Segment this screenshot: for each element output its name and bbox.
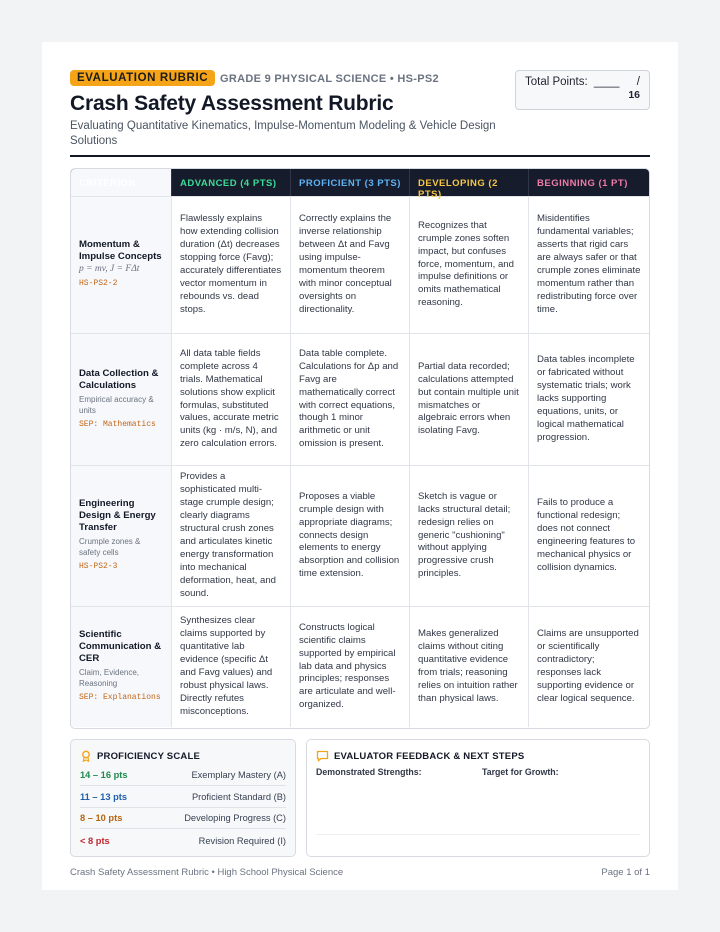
growth-label: Target for Growth: [482, 767, 559, 777]
strengths-label: Demonstrated Strengths: [316, 767, 422, 777]
developing-cell: Makes generalized claims without citing quantitative evidence from trials; reasoning relies on intuition rather than physical laws. [410, 607, 529, 727]
total-points-box[interactable] [515, 70, 650, 110]
advanced-cell: Synthesizes clear claims supported by quantitative lab evidence (specific Δt and Favg values) and robust physical laws. Directly refutes misconceptions. [172, 607, 291, 727]
column-header-developing: DEVELOPING (2 PTS) [410, 169, 529, 196]
award-icon [80, 750, 92, 762]
criterion-standard: SEP: Mathematics [79, 419, 156, 429]
strengths-field[interactable] [316, 780, 471, 832]
criterion-formula: p = mv, J = FΔt [79, 264, 140, 275]
scale-row [80, 765, 286, 786]
scale-row [80, 808, 286, 829]
proficiency-scale-heading: PROFICIENCY SCALE [80, 750, 200, 762]
message-icon [316, 750, 329, 762]
page-title: Crash Safety Assessment Rubric [70, 92, 394, 115]
table-row [71, 606, 649, 727]
header-divider [70, 155, 650, 157]
criterion-cell: Data Collection & Calculations Empirical accuracy & units SEP: Mathematics [71, 334, 172, 465]
developing-cell: Sketch is vague or lacks structural detail; redesign relies on generic "cushioning" without applying progressive crush principles. [410, 466, 529, 606]
beginning-cell: Data tables incomplete or fabricated without systematic trials; work lacks supporting equations, units, or logical mathematical progression. [537, 354, 635, 443]
proficient-cell: Constructs logical scientific claims supported by empirical lab data and physics principles; responses are articulate and well-organized. [291, 607, 410, 727]
scale-label: Proficient Standard (B) [191, 792, 286, 802]
evaluation-badge: EVALUATION RUBRIC [70, 70, 215, 86]
criterion-standard: HS-PS2-2 [79, 279, 118, 289]
page-number: Page 1 of 1 [601, 867, 650, 878]
footer-title: Crash Safety Assessment Rubric • High School Physical Science [70, 867, 344, 878]
proficient-cell: Correctly explains the inverse relationship between Δt and Favg using impulse-momentum theorem with minor conceptual oversights on directionality. [291, 197, 410, 333]
scale-range: 11 – 13 pts [80, 792, 128, 802]
advanced-cell: Provides a sophisticated multi-stage crumple design; clearly diagrams structural crush zones and articulates kinetic energy transformation into mechanical deformation, heat, and sound. [172, 466, 291, 606]
criterion-subtitle: Empirical accuracy & units [79, 394, 154, 415]
criterion-cell: Momentum & Impulse Concepts p = mv, J = FΔt HS-PS2-2 [71, 197, 172, 333]
scale-range: 14 – 16 pts [80, 770, 128, 780]
total-points-label: Total Points: ____ / [525, 76, 640, 88]
scale-label: Developing Progress (C) [184, 813, 286, 823]
scale-row [80, 830, 286, 851]
scale-range: < 8 pts [80, 835, 110, 846]
table-row [71, 465, 649, 606]
developing-cell: Recognizes that crumple zones soften impact, but confuses force, momentum, and impulse definitions or omits mathematical reasoning. [410, 197, 529, 333]
scale-range: 8 – 10 pts [80, 813, 123, 823]
criterion-subtitle: Claim, Evidence, Reasoning [79, 668, 140, 689]
table-row [71, 333, 649, 465]
page-subtitle: Evaluating Quantitative Kinematics, Impulse-Momentum Modeling & Vehicle Design Solutions [70, 120, 496, 147]
criterion-standard: SEP: Explanations [79, 693, 161, 703]
feedback-heading: EVALUATOR FEEDBACK & NEXT STEPS [316, 750, 524, 762]
total-points-blank[interactable]: ____ [593, 76, 620, 88]
criterion-cell: Scientific Communication & CER Claim, Evidence, Reasoning SEP: Explanations [71, 607, 172, 727]
beginning-cell: Claims are unsupported or scientifically contradictory; responses lack supporting evidence or clear logical sequence. [537, 628, 639, 704]
scale-row [80, 787, 286, 808]
evaluator-feedback-panel [306, 739, 650, 857]
beginning-cell: Fails to produce a functional redesign; does not connect engineering features to mechanical physics or collision dynamics. [537, 497, 636, 573]
criterion-subtitle: Crumple zones & safety cells [79, 537, 141, 558]
feedback-divider [316, 834, 640, 835]
criterion-standard: HS-PS2-3 [79, 562, 118, 572]
advanced-cell: Flawlessly explains how extending collision duration (Δt) decreases stopping force (Favg); accurately differentiates vector momentum in rebounds vs. dead stops. [172, 197, 291, 333]
subject-label: GRADE 9 PHYSICAL SCIENCE • HS-PS2 [220, 73, 439, 85]
total-points-max: 16 [628, 89, 640, 101]
rubric-page [42, 42, 678, 890]
beginning-cell: Misidentifies fundamental variables; asserts that rigid cars are always safer or that crumple zones eliminate momentum rather than redistributing force over time. [537, 213, 641, 315]
column-header-beginning: BEGINNING (1 PT) [537, 178, 628, 189]
proficient-cell: Proposes a viable crumple design with appropriate diagrams; connects design elements to energy absorption and collision time extension. [291, 466, 410, 606]
proficiency-scale-panel [70, 739, 296, 857]
scale-label: Revision Required (I) [198, 835, 286, 846]
developing-cell: Partial data recorded; calculations attempted but contain multiple unit mismatches or algebraic errors when isolating Favg. [410, 334, 529, 465]
growth-field[interactable] [482, 780, 640, 832]
column-header-advanced: ADVANCED (4 PTS) [172, 169, 291, 196]
advanced-cell: All data table fields complete across 4 trials. Mathematical solutions show explicit formulas, substituted values, accurate metric units (kg · m/s, N), and zero calculation errors. [172, 334, 291, 465]
proficient-cell: Data table complete. Calculations for Δp and Favg are mathematically correct with correct equations, though 1 minor arithmetic or unit omission is present. [291, 334, 410, 465]
rubric-header-row [71, 169, 649, 200]
table-row [71, 196, 649, 333]
rubric-table [70, 168, 650, 729]
column-header-criterion: CRITERION [71, 169, 172, 196]
criterion-cell: Engineering Design & Energy Transfer Crumple zones & safety cells HS-PS2-3 [71, 466, 172, 606]
scale-label: Exemplary Mastery (A) [191, 770, 286, 780]
column-header-proficient: PROFICIENT (3 PTS) [291, 169, 410, 196]
